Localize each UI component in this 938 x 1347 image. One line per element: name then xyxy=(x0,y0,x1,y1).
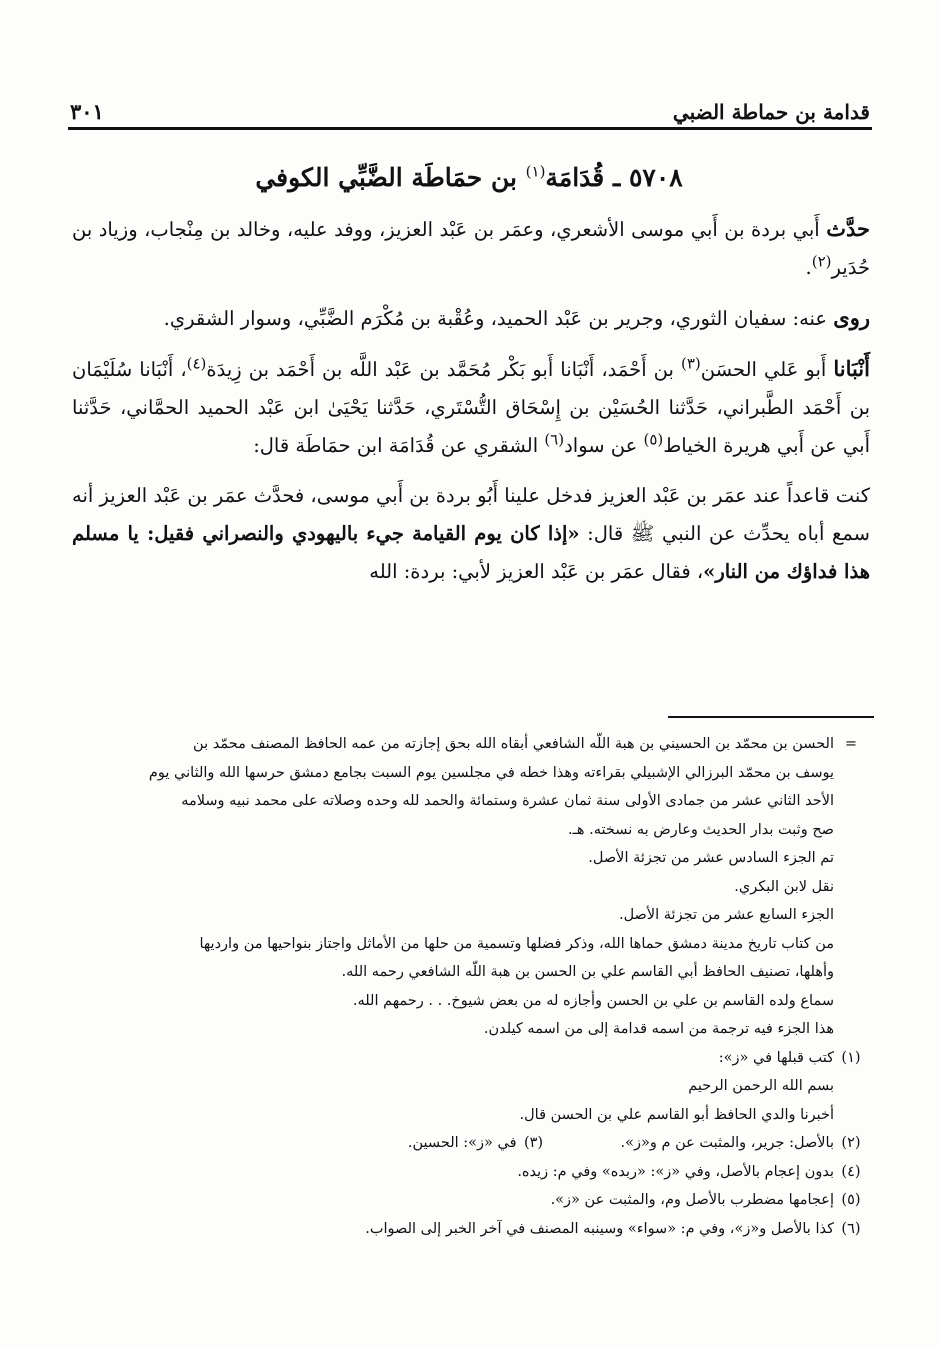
footnote-line: سماع ولده القاسم بن علي بن الحسن وأجازه له من بعض شيوخ. . . رحمهم الله. xyxy=(352,992,834,1009)
paragraph-text: عنه: سفيان الثوري، وجرير بن عَبْد الحميد، وعُقْبة بن مُكْرَم الضَّبِّي، وسوار الشقري. xyxy=(163,307,834,330)
footnote-3-text: في «ز»: الحسين. xyxy=(407,1135,517,1151)
paragraph-narrated-by xyxy=(72,299,870,338)
continuation-mark: = xyxy=(844,736,858,752)
header-rule xyxy=(68,127,872,130)
footnote-line: كتب قبلها في «ز»: xyxy=(718,1049,834,1066)
heading-start: ٥٧٠٨ ـ قُدَامَة xyxy=(545,163,683,192)
hadith-continuation: ، فقال عمَر بن عَبْد العزيز لأبي: بردة: الله xyxy=(369,560,704,583)
hadith-quote: «إذا كان يوم القيامة جيء باليهودي والنصراني فقيل: يا مسلم هذا فداؤك من النار» xyxy=(72,522,870,583)
footnote-ref-4[interactable]: (٤) xyxy=(186,354,207,373)
paragraph-hadith xyxy=(72,477,870,591)
footnote-line: بسم الله الرحمن الرحيم xyxy=(688,1078,834,1094)
main-text xyxy=(72,210,870,603)
isnad-text-d: عن سواد xyxy=(564,434,644,457)
footnote-4 xyxy=(72,1158,868,1187)
footnote-number: (٢) xyxy=(841,1135,861,1151)
page-number: ٣٠١ xyxy=(70,99,104,124)
footnote-line: يوسف بن محمّد البرزالي الإشبيلي بقراءته وهذا خطه في مجلسين يوم السبت بجامع دمشق حرسها الله والثاني يوم xyxy=(148,764,834,781)
footnote-5 xyxy=(72,1186,868,1215)
hadith-intro: كنت قاعداً عند عمَر بن عَبْد العزيز فدخل علينا أَبُو بردة بن أَبي موسى، فحدَّث عمَر بن عَبْد العزيز أنه سمع أباه يحدِّث عن النبي ﷺ قال: xyxy=(72,484,870,545)
footnote-number: (٥) xyxy=(841,1192,861,1208)
footnote-line: وأهلها، تصنيف الحافظ أبي القاسم علي بن الحسن بن هبة اللّه الشافعي رحمه الله. xyxy=(341,964,834,980)
paragraph-end: . xyxy=(805,256,812,279)
running-title: قدامة بن حماطة الضبي xyxy=(672,100,870,124)
footnote-line: تم الجزء السادس عشر من تجزئة الأصل. xyxy=(588,850,834,866)
footnote-2-text: بالأصل: جرير، والمثبت عن م و«ز». xyxy=(620,1135,834,1151)
lead-word: حدَّث xyxy=(826,216,870,241)
footnote-continuation xyxy=(72,730,868,1044)
footnote-ref-1[interactable]: (١) xyxy=(525,162,546,181)
footnote-line: نقل لابن البكري. xyxy=(734,878,834,895)
footnote-ref-3[interactable]: (٣) xyxy=(680,354,701,373)
lead-word: روى xyxy=(833,305,870,330)
footnotes-2-3 xyxy=(72,1129,868,1158)
isnad-text-b: بن أَحْمَد، أَنْبَانا أَبو بَكْر مُحَمَّد بن عَبْد اللَّه بن أَحْمَد بن زِيدَة xyxy=(206,358,681,381)
footnote-text: كذا بالأصل و«ز»، وفي م: «سواء» وسينبه المصنف في آخر الخبر إلى الصواب. xyxy=(365,1220,834,1237)
footnote-number: (٤) xyxy=(841,1163,861,1180)
entry-heading xyxy=(70,163,868,192)
heading-end: بن حمَاطَة الضَّبِّي الكوفي xyxy=(255,163,526,192)
isnad-text-a: أَبو عَلي الحسَن xyxy=(700,358,834,381)
footnote-1 xyxy=(72,1044,868,1130)
isnad-text-e: الشقري عن قُدَامَة ابن حمَاطَة قال: xyxy=(253,434,545,457)
footnote-number: (١) xyxy=(841,1049,861,1066)
footnote-line: هذا الجزء فيه ترجمة من اسمه قدامة إلى من اسمه كيلدن. xyxy=(483,1021,834,1037)
footnote-line: أخبرنا والدي الحافظ أبو القاسم علي بن الحسن قال. xyxy=(519,1106,834,1123)
footnote-separator xyxy=(668,716,874,718)
footnote-line: الأحد الثاني عشر من جمادى الأولى سنة ثمان عشرة وستمائة والحمد لله وحده وصلاته على محمد نبيه وسلامه xyxy=(181,793,834,809)
footnote-ref-6[interactable]: (٦) xyxy=(544,430,565,449)
footnote-6 xyxy=(72,1215,868,1244)
paragraph-isnad xyxy=(72,350,870,465)
isnad-text-c: ، أَنْبَانا سُلَيْمَان بن أَحْمَد الطَّبراني، حَدَّثنا الحُسَيْن بن إِسْحَاق التُّسْتَري، حَدَّثنا يَحْيَىٰ ابن عَبْد الحميد الحمَّاني، حَدَّثنا أَبي عن أَبي هريرة الخياط xyxy=(72,358,870,457)
footnote-line: الجزء السابع عشر من تجزئة الأصل. xyxy=(618,907,834,923)
running-head xyxy=(70,88,870,124)
footnote-line: من كتاب تاريخ مدينة دمشق حماها الله، وذكر فضلها وتسمية من حلها من الأماثل واجتاز بنواحيها من وارديها xyxy=(199,935,834,952)
footnotes xyxy=(72,730,868,1243)
paragraph-text: أَبي بردة بن أَبي موسى الأشعري، وعمَر بن عَبْد العزيز، ووفد عليه، وخالد بن مِنْجاب، وزياد بن حُدَير xyxy=(72,218,870,279)
paragraph-narrated-from xyxy=(72,210,870,287)
footnote-line: صح وثبت بدار الحديث وعارض به نسخته. هـ. xyxy=(568,821,834,838)
footnote-ref-5[interactable]: (٥) xyxy=(643,430,664,449)
footnote-text: إعجامها مضطرب بالأصل وم، والمثبت عن «ز». xyxy=(550,1192,834,1208)
footnote-number: (٣) xyxy=(523,1135,544,1151)
lead-word: أَنْبَانا xyxy=(833,356,870,381)
footnote-line: الحسن بن محمّد بن الحسيني بن هبة اللّه الشافعي أبقاه الله بحق إجازته من عمه الحافظ المصنف محمّد بن xyxy=(193,736,834,752)
footnote-text: بدون إعجام بالأصل، وفي «ز»: «ربده» وفي م: زيده. xyxy=(517,1163,834,1180)
footnote-ref-2[interactable]: (٢) xyxy=(811,252,832,271)
footnote-number: (٦) xyxy=(841,1220,861,1237)
